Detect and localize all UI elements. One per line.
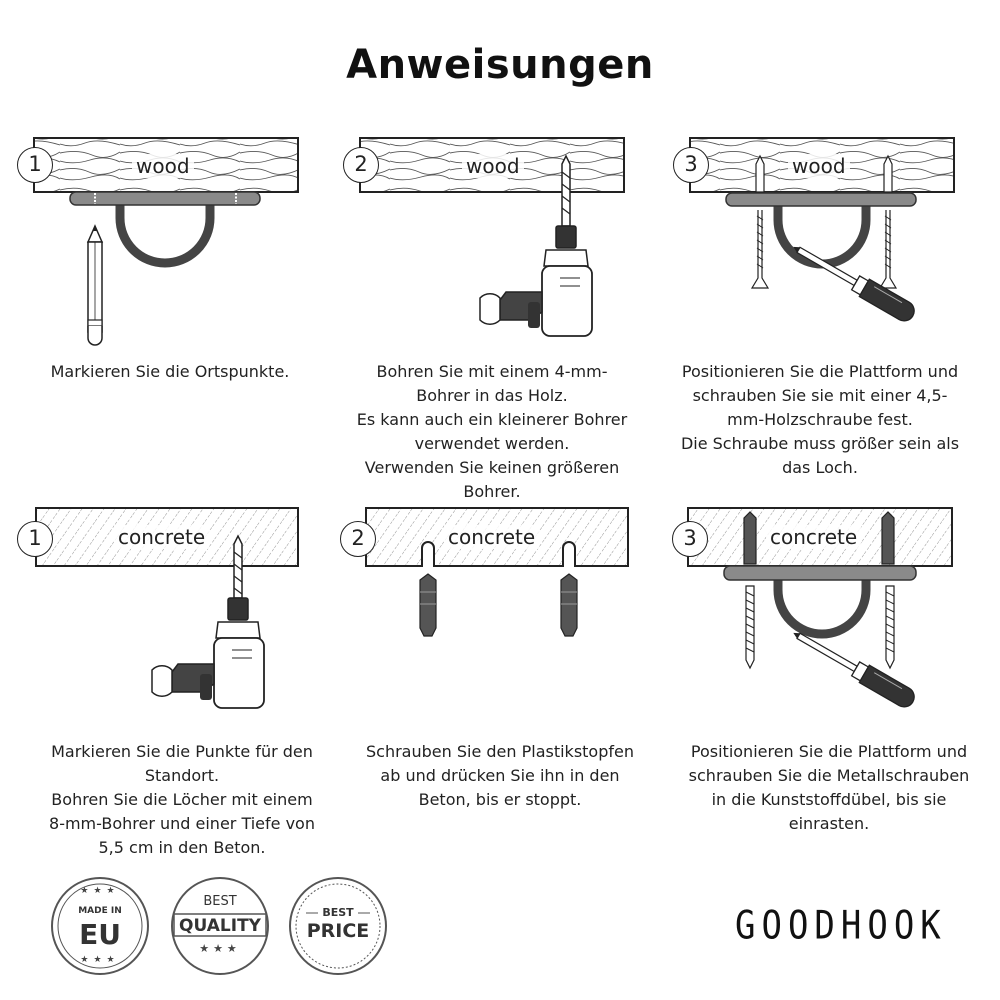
star-icons: ★★★ — [199, 943, 241, 955]
material-label: wood — [788, 154, 850, 178]
star-icons: ★★★ — [80, 885, 120, 895]
hook-ring — [778, 580, 866, 634]
hook-plate — [70, 192, 260, 205]
wall-plug-icon — [882, 512, 894, 564]
step-number: 3 — [673, 147, 709, 183]
wood-step-2 — [330, 130, 660, 360]
wall-plug-icon — [561, 574, 577, 636]
badge-top-text: MADE IN — [78, 906, 122, 916]
pencil-icon — [88, 226, 102, 345]
concrete-step-3 — [660, 500, 1000, 730]
badge-main-text: EU — [79, 918, 121, 951]
wood-step-3 — [660, 130, 1000, 360]
concrete-step-1 — [0, 500, 330, 730]
step-number: 1 — [17, 521, 53, 557]
star-icons: ★★★ — [80, 954, 120, 964]
made-in-eu-badge — [50, 876, 150, 976]
badge-main-text: QUALITY — [179, 916, 261, 936]
best-quality-badge — [170, 876, 270, 976]
wall-plug-icon — [420, 574, 436, 636]
hook-ring — [778, 206, 866, 264]
concrete-step-3-caption: Positionieren Sie die Plattform und schrauben Sie die Metallschrauben in die Kunststoffdübel, bis sie einrasten. — [688, 742, 970, 833]
badge-main-text: PRICE — [306, 920, 370, 942]
material-label: concrete — [114, 525, 209, 549]
badge-top-text: BEST — [203, 894, 237, 909]
concrete-step-2 — [330, 500, 660, 730]
screw-icon — [746, 586, 754, 668]
brand-logo: GOODHOOK — [735, 903, 947, 949]
page-title: Anweisungen — [346, 42, 654, 88]
step-number: 3 — [672, 521, 708, 557]
wood-step-2-caption: Bohren Sie mit einem 4-mm- Bohrer in das Holz. Es kann auch ein kleinerer Bohrer verwendet werden. Verwenden Sie keinen größeren Bohrer. — [356, 362, 628, 501]
material-label: wood — [132, 154, 194, 178]
screwdriver-icon — [788, 624, 918, 710]
wood-step-1-caption: Markieren Sie die Ortspunkte. — [50, 362, 290, 381]
badge-top-text: BEST — [322, 906, 354, 919]
wood-step-3-caption: Positionieren Sie die Plattform und schrauben Sie sie mit einer 4,5- mm-Holzschraube fest. Die Schraube muss größer sein als das Loch. — [680, 362, 960, 477]
material-label: wood — [462, 154, 524, 178]
hook-plate — [726, 193, 916, 206]
best-price-badge — [288, 876, 388, 976]
concrete-step-2-caption: Schrauben Sie den Plastikstopfen ab und drücken Sie ihn in den Beton, bis er stoppt. — [366, 742, 634, 809]
material-label: concrete — [444, 525, 539, 549]
hook-ring — [120, 202, 210, 263]
step-number: 1 — [17, 147, 53, 183]
step-number: 2 — [340, 521, 376, 557]
hook-plate — [724, 566, 916, 580]
screw-icon — [886, 586, 894, 668]
wall-plug-icon — [744, 512, 756, 564]
concrete-step-1-caption: Markieren Sie die Punkte für den Standort. Bohren Sie die Löcher mit einem 8-mm-Bohrer und einer Tiefe von 5,5 cm in den Beton. — [49, 742, 315, 857]
material-label: concrete — [766, 525, 861, 549]
step-number: 2 — [343, 147, 379, 183]
wood-step-1 — [0, 130, 330, 360]
